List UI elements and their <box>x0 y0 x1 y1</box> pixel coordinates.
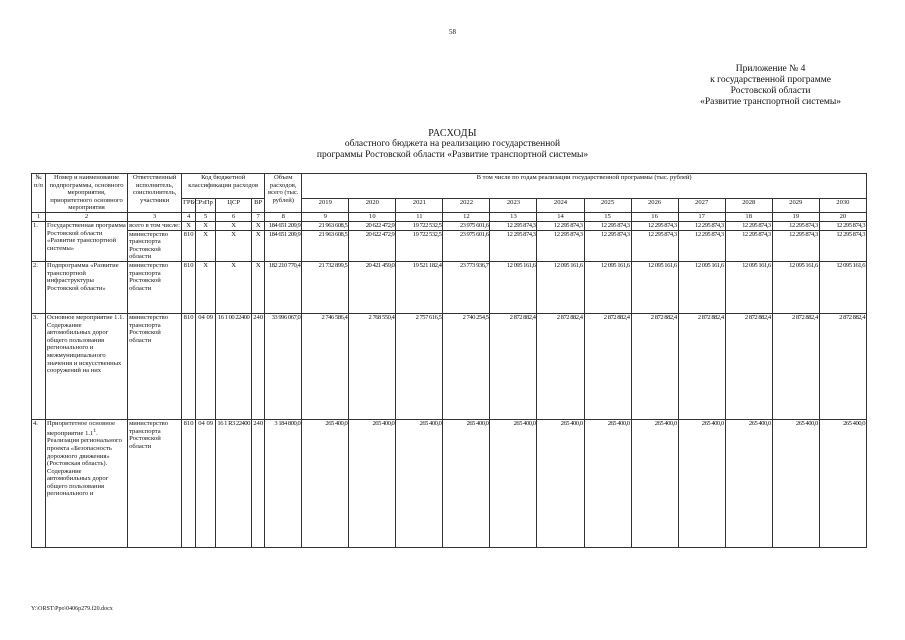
header-csr: ЦСР <box>216 199 252 213</box>
row-vr: 240 <box>252 313 265 419</box>
row-year-value: 265 400,0 <box>725 419 772 547</box>
row-year-value: 12 295 874,3 <box>537 221 584 230</box>
header-vr: ВР <box>252 199 265 213</box>
column-number: 13 <box>490 212 537 221</box>
row-year-value: 2 872 882,4 <box>537 313 584 419</box>
table-row <box>32 261 867 313</box>
column-number: 1 <box>32 212 46 221</box>
column-number-row <box>32 212 867 221</box>
row-num: 2. <box>32 261 46 313</box>
title-line-3: программы Ростовской области «Развитие транспортной системы» <box>316 150 589 160</box>
row-year-value: 12 295 874,3 <box>631 221 678 230</box>
table-row <box>32 230 867 261</box>
file-path-footer: Y:\ORST\Ppo\0406p279.f20.docx <box>31 606 113 612</box>
row-responsible: министерство транспорта Ростовской области <box>128 261 182 313</box>
row-year-value: 12 095 161,6 <box>678 261 725 313</box>
row-total: 3 184 800,0 <box>265 419 302 547</box>
row-rzpr: X <box>196 230 216 261</box>
header-year: 2021 <box>396 199 443 213</box>
row-year-value: 19 521 182,4 <box>396 261 443 313</box>
row-vr: X <box>252 261 265 313</box>
column-number: 16 <box>631 212 678 221</box>
column-number: 5 <box>196 212 216 221</box>
row-year-value: 12 295 874,3 <box>819 230 866 261</box>
header-budget-code: Код бюджетной классификации расходов <box>182 174 265 199</box>
row-year-value: 12 095 161,6 <box>584 261 631 313</box>
row-year-value: 21 963 608,5 <box>302 230 349 261</box>
appendix-note <box>700 64 841 108</box>
row-year-value: 12 295 874,3 <box>490 221 537 230</box>
row-vr: X <box>252 221 265 230</box>
page-number: 58 <box>449 28 456 36</box>
title-line-2: областного бюджета на реализацию государственной <box>344 139 561 149</box>
header-rzpr: РзПр <box>196 199 216 213</box>
header-responsible: Ответственный исполнитель, соисполнитель, участники <box>128 174 182 213</box>
row-rzpr: X <box>196 261 216 313</box>
row-year-value: 265 400,0 <box>302 419 349 547</box>
row-year-value: 12 295 874,3 <box>537 230 584 261</box>
row-num: 3. <box>32 313 46 419</box>
row-total: 184 651 209,9 <box>265 230 302 261</box>
header-year: 2022 <box>443 199 490 213</box>
row-year-value: 265 400,0 <box>443 419 490 547</box>
row-year-value: 265 400,0 <box>631 419 678 547</box>
row-name: Основное мероприятие 1.1. Содержание автомобильных дорог общего пользования регионального и межмуниципального значения и искусственных сооружений на них <box>46 313 128 419</box>
header-year: 2024 <box>537 199 584 213</box>
row-year-value: 12 095 161,6 <box>819 261 866 313</box>
row-year-value: 12 095 161,6 <box>537 261 584 313</box>
row-year-value: 12 295 874,3 <box>584 230 631 261</box>
row-year-value: 265 400,0 <box>678 419 725 547</box>
header-year: 2025 <box>584 199 631 213</box>
row-rzpr: 04 09 <box>196 419 216 547</box>
appendix-line-3: Ростовской области <box>730 86 811 96</box>
row-year-value: 12 295 874,3 <box>678 221 725 230</box>
row-year-value: 265 400,0 <box>584 419 631 547</box>
row-year-value: 21 732 899,5 <box>302 261 349 313</box>
row-total: 33 996 067,0 <box>265 313 302 419</box>
row-year-value: 2 757 616,5 <box>396 313 443 419</box>
row-year-value: 12 295 874,3 <box>631 230 678 261</box>
row-year-value: 19 722 532,5 <box>396 230 443 261</box>
column-number: 8 <box>265 212 302 221</box>
row-year-value: 23 975 601,6 <box>443 221 490 230</box>
row-year-value: 2 872 882,4 <box>631 313 678 419</box>
header-year: 2020 <box>349 199 396 213</box>
header-name: Номер и наименование подпрограммы, основного мероприятия, приоритетного основного мероприятия <box>46 174 128 213</box>
row-year-value: 2 768 550,4 <box>349 313 396 419</box>
document-title <box>0 128 905 161</box>
header-year: 2030 <box>819 199 866 213</box>
row-year-value: 23 773 936,7 <box>443 261 490 313</box>
column-number: 15 <box>584 212 631 221</box>
row-name: Подпрограмма «Развитие транспортной инфраструктуры Ростовской области» <box>46 261 128 313</box>
row-vr: X <box>252 230 265 261</box>
row-year-value: 12 095 161,6 <box>772 261 819 313</box>
row-total: 182 210 770,4 <box>265 261 302 313</box>
row-total: 184 651 209,9 <box>265 221 302 230</box>
row-rzpr: 04 09 <box>196 313 216 419</box>
row-year-value: 12 295 874,3 <box>819 221 866 230</box>
column-number: 14 <box>537 212 584 221</box>
row-year-value: 12 295 874,3 <box>490 230 537 261</box>
row-grbs: 810 <box>182 261 196 313</box>
table-row <box>32 419 867 547</box>
row-year-value: 19 722 532,5 <box>396 221 443 230</box>
column-number: 9 <box>302 212 349 221</box>
table-row <box>32 313 867 419</box>
column-number: 18 <box>725 212 772 221</box>
column-number: 2 <box>46 212 128 221</box>
row-year-value: 21 963 608,5 <box>302 221 349 230</box>
column-number: 11 <box>396 212 443 221</box>
row-responsible: министерство транспорта Ростовской области <box>128 230 182 261</box>
row-year-value: 2 746 586,4 <box>302 313 349 419</box>
row-year-value: 2 872 882,4 <box>725 313 772 419</box>
row-name-superscript: 1 <box>93 427 97 434</box>
expenditure-table <box>31 173 867 548</box>
header-year: 2019 <box>302 199 349 213</box>
row-year-value: 12 295 874,3 <box>725 221 772 230</box>
header-year: 2026 <box>631 199 678 213</box>
header-year: 2023 <box>490 199 537 213</box>
row-year-value: 12 095 161,6 <box>725 261 772 313</box>
row-year-value: 2 872 882,4 <box>584 313 631 419</box>
header-year: 2029 <box>772 199 819 213</box>
row-num: 1. <box>32 221 46 261</box>
row-year-value: 20 622 472,9 <box>349 221 396 230</box>
row-vr: 240 <box>252 419 265 547</box>
row-year-value: 265 400,0 <box>772 419 819 547</box>
appendix-line-4: «Развитие транспортной системы» <box>700 97 841 107</box>
row-grbs: 810 <box>182 230 196 261</box>
row-year-value: 12 095 161,6 <box>631 261 678 313</box>
row-year-value: 12 295 874,3 <box>772 221 819 230</box>
row-year-value: 12 295 874,3 <box>772 230 819 261</box>
row-csr: X <box>216 221 252 230</box>
column-number: 7 <box>252 212 265 221</box>
row-name-part-2: . Реализация регионального проекта «Безопасность дорожного движения» (Ростовская область). Содержание автомобильных дорог общего пользования регионального и <box>47 429 122 498</box>
header-grbs: ГРБС <box>182 199 196 213</box>
row-year-value: 12 095 161,6 <box>490 261 537 313</box>
row-grbs: 810 <box>182 419 196 547</box>
row-year-value: 265 400,0 <box>396 419 443 547</box>
row-year-value: 265 400,0 <box>349 419 396 547</box>
row-year-value: 12 295 874,3 <box>678 230 725 261</box>
column-number: 17 <box>678 212 725 221</box>
row-grbs: X <box>182 221 196 230</box>
row-year-value: 12 295 874,3 <box>725 230 772 261</box>
row-year-value: 265 400,0 <box>537 419 584 547</box>
row-grbs: 810 <box>182 313 196 419</box>
row-year-value: 265 400,0 <box>819 419 866 547</box>
row-year-value: 2 740 254,5 <box>443 313 490 419</box>
row-csr: 16 1 00 22400 <box>216 313 252 419</box>
row-responsible: всего в том числе: <box>129 221 180 229</box>
column-number: 12 <box>443 212 490 221</box>
header-year: 2028 <box>725 199 772 213</box>
header-volume: Объем расходов, всего (тыс. рублей) <box>265 174 302 213</box>
row-num: 4. <box>32 419 46 547</box>
row-csr: X <box>216 230 252 261</box>
row-csr: 16 1 R3 22400 <box>216 419 252 547</box>
row-year-value: 20 421 459,0 <box>349 261 396 313</box>
appendix-line-2: к государственной программе <box>710 75 831 85</box>
row-year-value: 12 295 874,3 <box>584 221 631 230</box>
row-year-value: 20 622 472,9 <box>349 230 396 261</box>
row-name <box>46 419 128 547</box>
table-row <box>32 221 867 230</box>
header-num: № п/п <box>32 174 46 213</box>
column-number: 4 <box>182 212 196 221</box>
row-year-value: 2 872 882,4 <box>819 313 866 419</box>
column-number: 6 <box>216 212 252 221</box>
column-number: 10 <box>349 212 396 221</box>
row-name: Государственная программа Ростовской области «Развитие транспортной системы» <box>46 221 128 261</box>
row-csr: X <box>216 261 252 313</box>
appendix-line-1: Приложение № 4 <box>735 64 806 74</box>
row-responsible: министерство транспорта Ростовской области <box>128 313 182 419</box>
row-year-value: 2 872 882,4 <box>772 313 819 419</box>
row-name-part-1: Приоритетное основное мероприятие 1.1 <box>47 419 116 437</box>
title-main: РАСХОДЫ <box>428 128 477 139</box>
column-number: 3 <box>128 212 182 221</box>
row-year-value: 2 872 882,4 <box>678 313 725 419</box>
row-responsible: министерство транспорта Ростовской области <box>128 419 182 547</box>
row-year-value: 265 400,0 <box>490 419 537 547</box>
header-by-years: В том числе по годам реализации государственной программы (тыс. рублей) <box>302 174 867 199</box>
column-number: 19 <box>772 212 819 221</box>
column-number: 20 <box>819 212 866 221</box>
row-year-value: 23 975 601,6 <box>443 230 490 261</box>
header-year: 2027 <box>678 199 725 213</box>
row-year-value: 2 872 882,4 <box>490 313 537 419</box>
row-rzpr: X <box>196 221 216 230</box>
